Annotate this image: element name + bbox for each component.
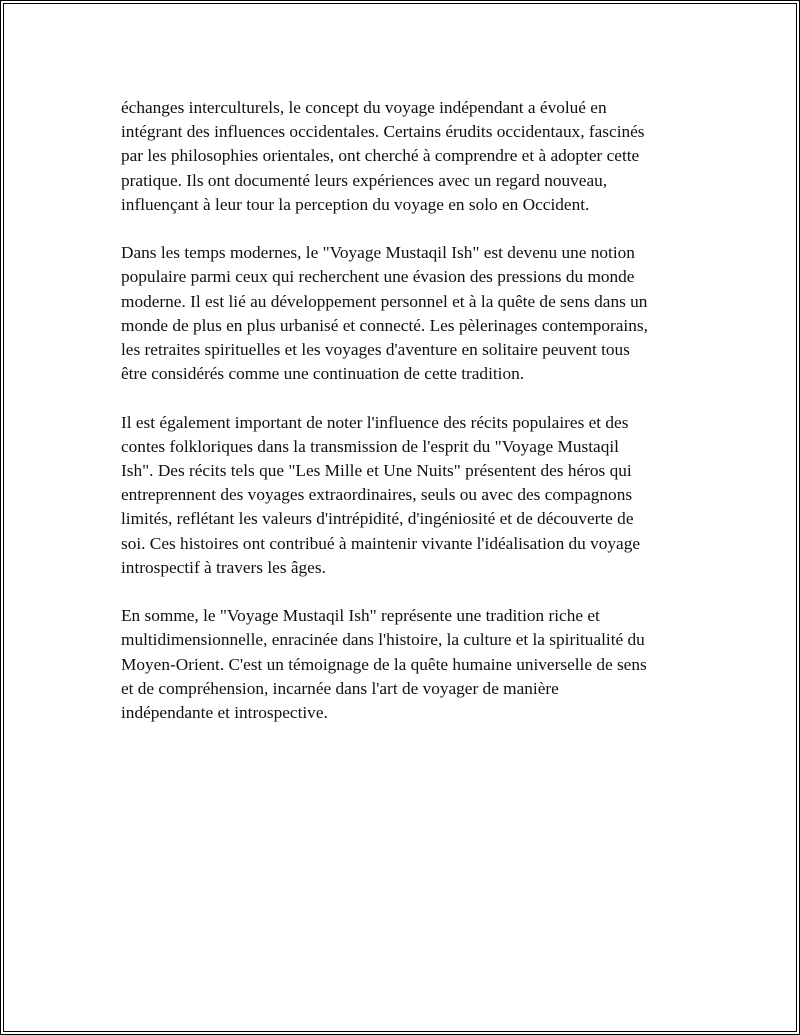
page-frame xyxy=(3,3,797,1032)
paragraph-3: Il est également important de noter l'influence des récits populaires et des contes folkloriques dans la transmission de l'esprit du "Voyage Mustaqil Ish". Des récits tels que "Les Mille et Une Nuits" présentent des héros qui entreprennent des voyages extraordinaires, seuls ou avec des compagnons limités, reflétant les valeurs d'intrépidité, d'ingéniosité et de découverte de soi. Ces histoires ont contribué à maintenir vivante l'idéalisation du voyage introspectif à travers les âges. xyxy=(121,412,641,577)
paragraph-4: En somme, le "Voyage Mustaqil Ish" représente une tradition riche et multidimensionnelle, enracinée dans l'histoire, la culture et la spiritualité du Moyen-Orient. C'est un témoignage de la quête humaine universelle de sens et de compréhension, incarnée dans l'art de voyager de manière indépendante et introspective. xyxy=(121,606,647,723)
document-body xyxy=(121,96,701,749)
paragraph-2: Dans les temps modernes, le "Voyage Mustaqil Ish" est devenu une notion populaire parmi ceux qui recherchent une évasion des pressions du monde moderne. Il est lié au développement personnel et à la quête de sens dans un monde de plus en plus urbanisé et connecté. Les pèlerinages contemporains, les retraites spirituelles et les voyages d'aventure en solitaire peuvent tous être considérés comme une continuation de cette tradition. xyxy=(121,243,648,384)
paragraph-1: échanges interculturels, le concept du voyage indépendant a évolué en intégrant des influences occidentales. Certains érudits occidentaux, fascinés par les philosophies orientales, ont cherché à comprendre et à adopter cette pratique. Ils ont documenté leurs expériences avec un regard nouveau, influençant à leur tour la perception du voyage en solo en Occident. xyxy=(121,98,645,214)
